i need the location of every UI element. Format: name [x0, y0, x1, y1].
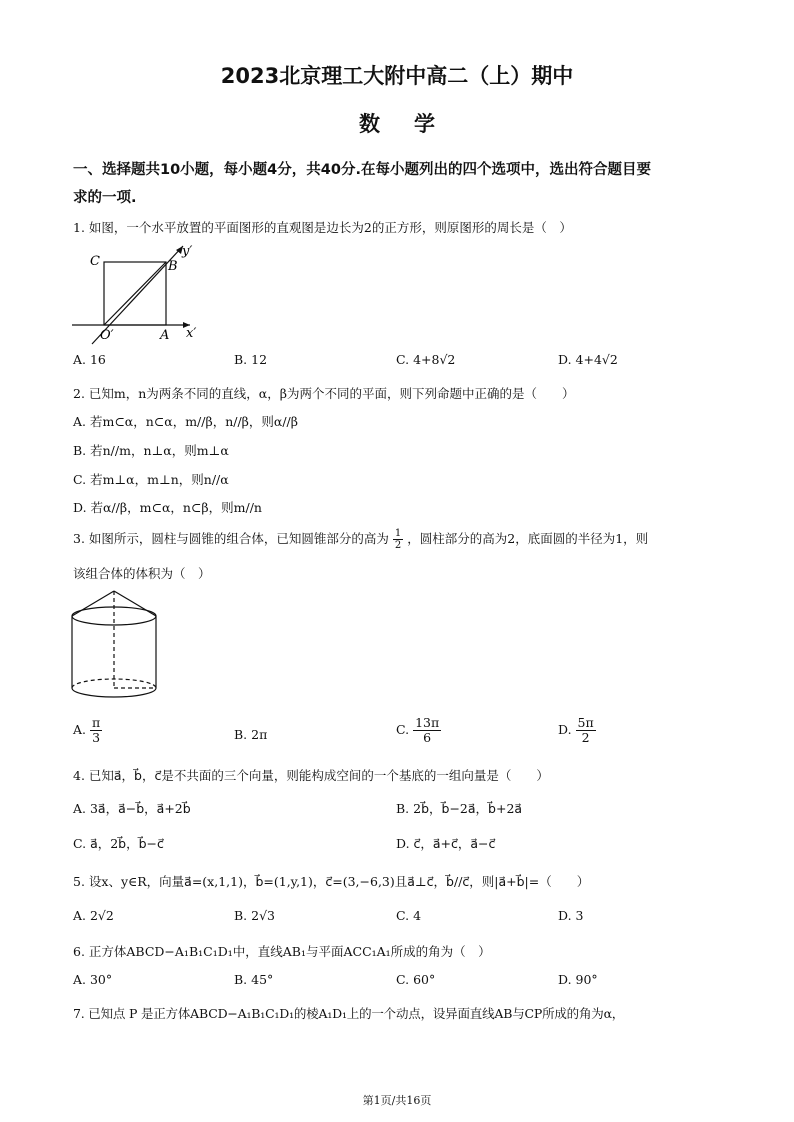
q3-stem-c: 该组合体的体积为（ ）	[73, 566, 211, 581]
q1-stem: 1. 如图，一个水平放置的平面图形的直观图是边长为2的正方形，则原图形的周长是（ ）	[73, 220, 572, 235]
q2-option-a: A. 若m⊂α，n⊂α，m//β，n//β，则α//β	[73, 414, 299, 429]
q1-option-d: D. 4+4√2	[558, 352, 618, 367]
q6-option-a: A. 30°	[73, 972, 113, 987]
q5-option-a: A. 2√2	[73, 908, 114, 923]
q5-option-c: C. 4	[396, 908, 422, 923]
q3-option-d: D. $\frac{5\pi}{2}$	[558, 715, 594, 745]
q6-option-c: C. 60°	[396, 972, 436, 987]
q3-stem-line1	[73, 528, 648, 551]
q5-stem: 5. 设x、y∈R，向量a⃗=(x,1,1)，b⃗=(1,y,1)，c⃗=(3,−6,3)且a⃗⊥c⃗，b⃗//c⃗，则|a⃗+b⃗|=（ ）	[73, 874, 590, 889]
q3-stem-a: 3. 如图所示，圆柱与圆锥的组合体，已知圆锥部分的高为	[73, 531, 389, 546]
subject-title: 数学	[359, 112, 469, 136]
q6-stem: 6. 正方体ABCD−A₁B₁C₁D₁中，直线AB₁与平面ACC₁A₁所成的角为（ ）	[73, 944, 491, 959]
q3-option-a: A. $\frac{\pi}{3}$	[73, 715, 101, 745]
q4-option-a: A. 3a⃗，a⃗−b⃗，a⃗+2b⃗	[73, 801, 191, 816]
q1-label-y: y′	[182, 244, 193, 259]
q1-option-b: B. 12	[234, 352, 268, 367]
q2-option-b: B. 若n//m，n⊥α，则m⊥α	[73, 443, 229, 458]
q3-stem-b: ，圆柱部分的高为2，底面圆的半径为1，则	[407, 531, 649, 546]
q3-half-fraction	[393, 528, 403, 551]
q1-figure	[70, 240, 210, 345]
q3-option-c: C. $\frac{13\pi}{6}$	[396, 715, 440, 745]
q3-half-den: 2	[394, 540, 402, 551]
page-title: 2023北京理工大附中高二（上）期中	[220, 64, 574, 88]
section-heading-line1: 一、选择题共10小题，每小题4分，共40分.在每小题列出的四个选项中，选出符合题目要	[73, 162, 651, 178]
q4-option-d: D. c⃗，a⃗+c⃗，a⃗−c⃗	[396, 836, 496, 851]
q3-option-c-frac: $\frac{13\pi}{6}$	[415, 715, 440, 745]
q5-option-b: B. 2√3	[234, 908, 276, 923]
q1-label-x: x′	[186, 326, 197, 341]
q1-option-a: A. 16	[73, 352, 106, 367]
q3-option-b: B. 2π	[234, 727, 268, 742]
q3-half-num: 1	[394, 528, 402, 539]
q1-option-c: C. 4+8√2	[396, 352, 456, 367]
q3-option-a-frac: $\frac{\pi}{3}$	[92, 715, 101, 745]
q2-option-d: D. 若α//β，m⊂α，n⊂β，则m//n	[73, 500, 262, 515]
q2-stem: 2. 已知m，n为两条不同的直线，α，β为两个不同的平面，则下列命题中正确的是（ ）	[73, 386, 575, 401]
q1-label-c: C	[90, 254, 100, 269]
q4-option-c: C. a⃗，2b⃗，b⃗−c⃗	[73, 836, 164, 851]
q6-option-b: B. 45°	[234, 972, 274, 987]
q3-figure	[68, 588, 164, 706]
section-heading-line2: 求的一项.	[73, 190, 137, 206]
q3-option-d-frac: $\frac{5\pi}{2}$	[577, 715, 594, 745]
page-footer: 第1页/共16页	[362, 1094, 432, 1107]
q1-label-a: A	[160, 328, 170, 343]
q4-stem: 4. 已知a⃗，b⃗，c⃗是不共面的三个向量，则能构成空间的一个基底的一组向量是（ ）	[73, 768, 549, 783]
q4-option-b: B. 2b⃗，b⃗−2a⃗，b⃗+2a⃗	[396, 801, 523, 816]
q6-option-d: D. 90°	[558, 972, 598, 987]
q5-option-d: D. 3	[558, 908, 584, 923]
q7-stem: 7. 已知点 P 是正方体ABCD−A₁B₁C₁D₁的棱A₁D₁上的一个动点，设异面直线AB与CP所成的角为α，	[73, 1006, 625, 1021]
q1-label-b: B	[168, 259, 178, 274]
q2-option-c: C. 若m⊥α，m⊥n，则n//α	[73, 472, 229, 487]
q1-label-o: O′	[100, 328, 114, 343]
